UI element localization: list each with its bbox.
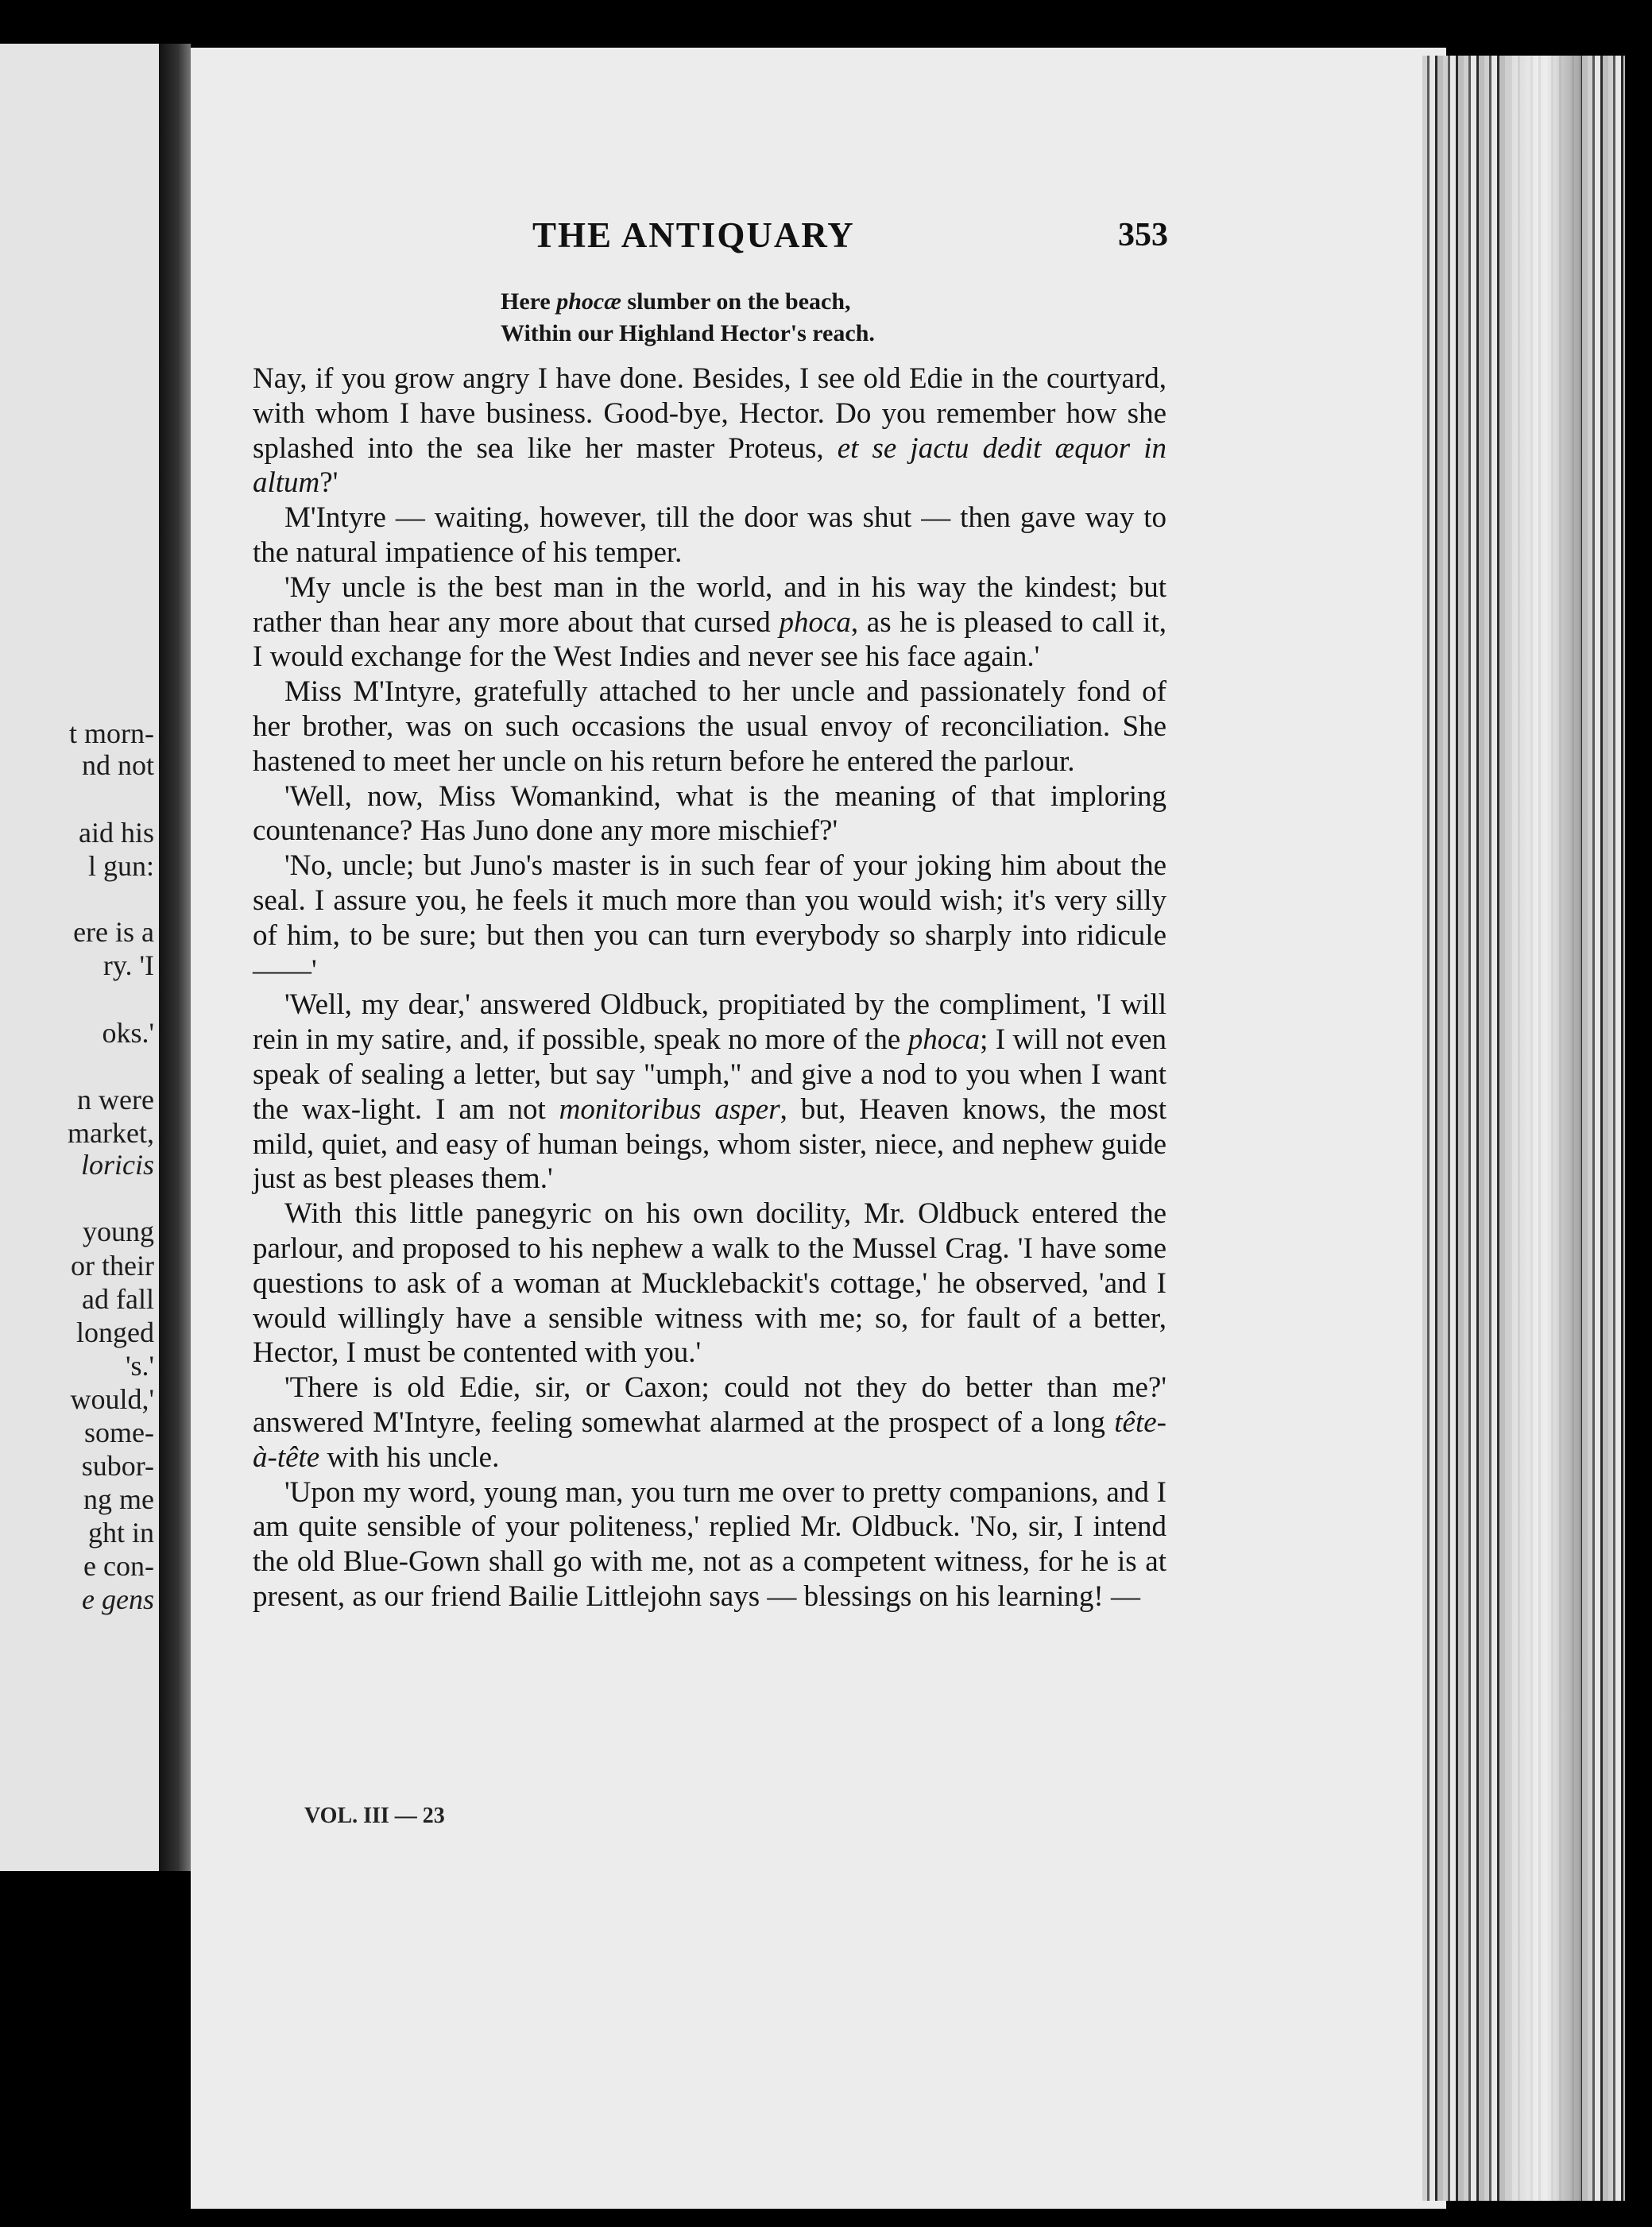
facing-page-line: ng me — [83, 1483, 154, 1515]
paragraph: Miss M'Intyre, gratefully attached to her uncle and passionately fond of her brother, was on such occasions the usual envoy of reconciliation. She hastened to meet her uncle on his return before he entered the parlour. — [253, 675, 1166, 778]
signature-mark: VOL. III — 23 — [304, 1804, 445, 1828]
verse-line: Here phocæ slumber on the beach, — [501, 288, 851, 315]
facing-page-line: young — [83, 1216, 154, 1247]
facing-page-line: ere is a — [73, 916, 154, 948]
facing-page-line: market, — [68, 1117, 154, 1149]
facing-page-line: would,' — [70, 1383, 154, 1415]
paragraph: 'There is old Edie, sir, or Caxon; could not they do better than me?' answered M'Intyre, feeling somewhat alarmed at the prospect of a long tête-à-tête with his uncle. — [253, 1371, 1166, 1474]
running-head — [254, 215, 1168, 262]
paragraph: 'Well, my dear,' answered Oldbuck, propitiated by the compliment, 'I will rein in my satire, and, if possible, speak no more of the phoca; I will not even speak of sealing a letter, but say "umph," and give a nod to you when I want the wax-light. I am not monitoribus asper, but, Heaven knows, the most mild, quiet, and easy of human beings, whom sister, niece, and nephew guide just as best pleases them.' — [253, 988, 1167, 1196]
paragraph: 'Upon my word, young man, you turn me over to pretty companions, and I am quite sensible of your politeness,' replied Mr. Oldbuck. 'No, sir, I intend the old Blue-Gown shall go with me, not as a competent witness, for he is at present, as our friend Bailie Littlejohn says — blessings on his learning! — — [253, 1475, 1166, 1613]
paragraph: Nay, if you grow angry I have done. Besides, I see old Edie in the courtyard, with whom I have business. Good-bye, Hector. Do you remember how she splashed into the sea like her master Proteus, et se jactu dedit æquor in altum?' — [253, 362, 1166, 500]
facing-page-line: 's.' — [126, 1350, 154, 1382]
page-edges — [1422, 56, 1625, 2201]
facing-page-line: longed — [76, 1316, 154, 1348]
facing-page-fragment — [0, 44, 159, 1871]
facing-page-line: e gens — [82, 1583, 154, 1615]
paragraph: With this little panegyric on his own docility, Mr. Oldbuck entered the parlour, and proposed to his nephew a walk to the Mussel Crag. 'I have some questions to ask of a woman at Mucklebackit's cottage,' he observed, 'and I would willingly have a sensible witness with me; so, for fault of a better, Hector, I must be contented with you.' — [253, 1197, 1166, 1370]
body-text — [253, 362, 1166, 1614]
facing-page-line: oks.' — [102, 1017, 154, 1049]
book-gutter — [159, 44, 191, 1871]
facing-page-line: ry. 'I — [103, 949, 154, 981]
facing-page-line: or their — [71, 1250, 154, 1282]
facing-page-line: subor- — [81, 1450, 154, 1482]
paragraph: 'My uncle is the best man in the world, and in his way the kindest; but rather than hear any more about that cursed phoca, as he is pleased to call it, I would exchange for the West Indies and never see his face again.' — [253, 570, 1166, 674]
facing-page-line: n were — [77, 1084, 154, 1115]
facing-page-line: l gun: — [87, 850, 154, 882]
facing-page-line: aid his — [79, 817, 154, 849]
paragraph: 'No, uncle; but Juno's master is in such fear of your joking him about the seal. I assure you, he feels it much more than you would wish; it's very silly of him, to be sure; but then you can turn everybody so sharply into ridicule ——' — [253, 849, 1166, 987]
page-number: 353 — [1118, 217, 1168, 253]
facing-page-line: t morn- — [69, 717, 154, 749]
running-head-title: THE ANTIQUARY — [532, 215, 855, 255]
paragraph: 'Well, now, Miss Womankind, what is the meaning of that imploring countenance? Has Juno done any more mischief?' — [253, 779, 1166, 848]
facing-page-line: loricis — [80, 1149, 154, 1181]
facing-page-line: nd not — [81, 749, 154, 781]
paragraph: M'Intyre — waiting, however, till the door was shut — then gave way to the natural impatience of his temper. — [253, 501, 1166, 569]
verse-quotation — [501, 286, 875, 350]
verse-line: Within our Highland Hector's reach. — [501, 320, 875, 346]
facing-page-line: ght in — [87, 1517, 154, 1548]
facing-page-line: some- — [84, 1417, 154, 1448]
facing-page-line: ad fall — [82, 1283, 154, 1315]
facing-page-line: e con- — [83, 1550, 154, 1582]
